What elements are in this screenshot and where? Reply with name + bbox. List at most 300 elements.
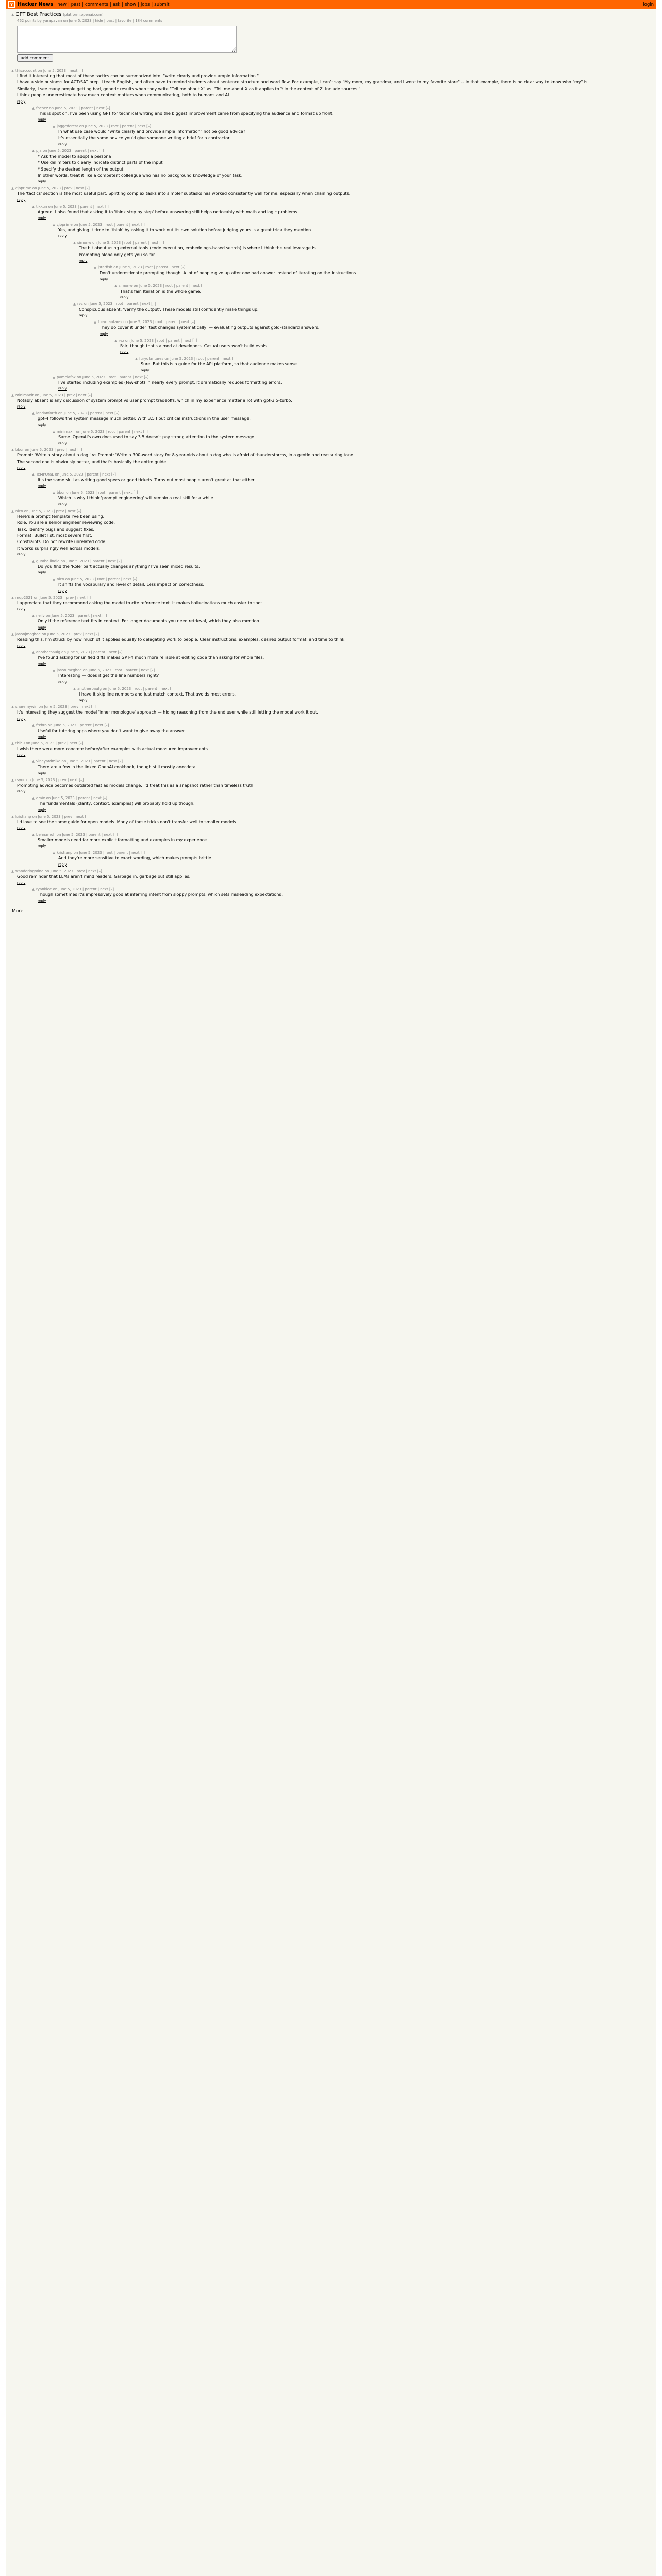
comment-paragraph: This is spot on. I've been using GPT for technical writing and the biggest improvement came from specifying the audience and format up front. (38, 111, 334, 116)
comment-meta (53, 577, 651, 581)
comment-meta (32, 149, 651, 153)
reply-link[interactable]: reply (100, 331, 108, 336)
comment-meta-text[interactable]: TeMPOraL on June 5, 2023 | parent | next [–] (36, 472, 116, 477)
comment-meta-text[interactable]: sharemywin on June 5, 2023 | prev | next [–] (15, 705, 96, 709)
reply-link[interactable]: reply (58, 588, 67, 593)
comment-paragraph: * Use delimiters to clearly indicate distinct parts of the input (38, 160, 163, 165)
upvote-icon[interactable]: ▲ (32, 106, 35, 110)
comment (11, 869, 651, 885)
comment-paragraph: Useful for tutoring apps where you don't want to give away the answer. (38, 728, 186, 733)
comment-meta (11, 705, 651, 709)
reply-link[interactable]: reply (17, 465, 26, 470)
comment (32, 833, 651, 848)
reply-link[interactable]: reply (38, 734, 46, 739)
comment-meta (32, 205, 651, 209)
comment-body (17, 874, 651, 879)
comment-body (58, 228, 651, 233)
upvote-icon[interactable]: ▲ (32, 148, 35, 153)
comment-meta-text[interactable]: anotherpaulg on June 5, 2023 | parent | next [–] (36, 650, 123, 655)
comment-meta-text[interactable]: jstarfish on June 5, 2023 | root | parent | next [–] (98, 265, 186, 270)
comment-meta-text[interactable]: vineyardmike on June 5, 2023 | parent | next [–] (36, 759, 123, 764)
comment (53, 430, 651, 445)
comment-paragraph: Similarly, I see many people getting bad, generic results when they write "Tell me about X" vs. "Tell me about X as it applies to Y in the context of Z. Include sources." (17, 86, 361, 91)
reply-link[interactable]: reply (38, 422, 46, 427)
upvote-icon[interactable]: ▲ (53, 490, 55, 495)
comment-meta (32, 614, 651, 618)
comment-paragraph: Do you find the 'Role' part actually changes anything? I've seen mixed results. (38, 564, 200, 569)
upvote-icon[interactable]: ▲ (32, 723, 35, 727)
comment-paragraph: It's interesting they suggest the model 'inner monologue' approach — hiding reasoning from the end user while still letting the model work it out. (17, 710, 318, 715)
comment-paragraph: That's fair. Iteration is the whole game. (120, 289, 202, 294)
reply-link[interactable]: reply (38, 844, 46, 849)
comment-paragraph: Conspicuous absent: 'verify the output'. These models still confidently make things up. (79, 307, 259, 312)
comment-meta-text[interactable]: nico on June 5, 2023 | prev | next [–] (15, 509, 81, 513)
comment-body (17, 191, 651, 196)
site-logo-icon[interactable]: Y (8, 1, 15, 8)
nav-link-3[interactable]: ask (112, 2, 121, 7)
add-comment-box (17, 26, 652, 62)
comment-paragraph: The second one is obviously better, and that's basically the entire guide. (17, 459, 168, 464)
upvote-icon[interactable]: ▲ (11, 705, 14, 709)
comment-meta (11, 393, 651, 397)
nav-separator: | (151, 2, 153, 7)
upvote-icon[interactable]: ▲ (53, 124, 55, 128)
upvote-icon[interactable]: ▲ (73, 686, 76, 691)
upvote-icon[interactable]: ▲ (94, 265, 96, 270)
reply-link[interactable]: reply (17, 197, 26, 202)
comment-meta-text[interactable]: dmix on June 5, 2023 | parent | next [–] (36, 796, 107, 801)
comment-body (58, 435, 651, 440)
story-domain[interactable]: (platform.openai.com) (63, 13, 104, 17)
comment (53, 577, 651, 592)
comment-body (17, 74, 651, 98)
comment-meta (32, 472, 651, 477)
comment-meta (32, 887, 651, 891)
comment (32, 614, 651, 629)
comment-meta-text[interactable]: mdp2021 on June 5, 2023 | prev | next [–] (15, 595, 91, 600)
comment-paragraph: Good reminder that LLMs aren't mind readers. Garbage in, garbage out still applies. (17, 874, 191, 879)
comment-meta (53, 668, 651, 672)
upvote-icon[interactable]: ▲ (53, 668, 55, 673)
upvote-icon[interactable]: ▲ (94, 320, 96, 325)
comment-meta (11, 186, 651, 190)
comment-meta (32, 650, 651, 654)
comment-body (38, 801, 651, 806)
comment-paragraph: The fundamentals (clarity, context, examples) will probably hold up though. (38, 801, 195, 806)
comment-meta (53, 851, 651, 855)
reply-link[interactable]: reply (17, 825, 26, 830)
site-name[interactable]: Hacker News (18, 2, 54, 7)
comment (73, 241, 651, 263)
comment-body (17, 398, 651, 403)
upvote-icon[interactable]: ▲ (32, 832, 35, 837)
comment-paragraph: Same. OpenAI's own docs used to say 3.5 doesn't pay strong attention to the system message. (58, 434, 256, 439)
upvote-icon[interactable]: ▲ (11, 632, 14, 636)
comment-paragraph: Role: You are a senior engineer reviewing code. (17, 520, 115, 526)
comment (11, 705, 651, 720)
reply-link[interactable]: reply (38, 807, 46, 812)
comment (53, 490, 651, 506)
story-header (6, 9, 656, 66)
comment (73, 302, 651, 317)
nav-separator: | (109, 2, 111, 7)
comment (53, 223, 651, 238)
comment-body (38, 210, 651, 215)
reply-link[interactable]: reply (38, 216, 46, 221)
comment-meta (11, 815, 651, 819)
comment-paragraph: Which is why I think 'prompt engineering' will remain a real skill for a while. (58, 496, 215, 501)
comment (11, 186, 651, 201)
comment-meta (32, 796, 651, 800)
reply-link[interactable]: reply (17, 99, 26, 104)
comment-textarea[interactable] (17, 26, 237, 53)
comment-meta-text[interactable]: rvz on June 5, 2023 | root | parent | next [–] (77, 302, 156, 307)
comment-meta-text[interactable]: neilv on June 5, 2023 | parent | next [–] (36, 614, 107, 618)
reply-link[interactable]: reply (38, 179, 46, 184)
login-link[interactable]: login (643, 2, 654, 7)
upvote-icon[interactable]: ▲ (114, 283, 117, 288)
comment-meta (32, 106, 651, 110)
comment-paragraph: I've found asking for unified diffs makes GPT-4 much more reliable at editing code than asking for whole files. (38, 655, 264, 660)
comment-meta-text[interactable]: wanderingmind on June 5, 2023 | prev | next [–] (15, 869, 102, 873)
upvote-icon[interactable]: ▲ (11, 448, 14, 452)
nav-link-6[interactable]: submit (154, 2, 170, 7)
nav-link-1[interactable]: past (71, 2, 81, 7)
reply-link[interactable]: reply (38, 899, 46, 903)
comment-meta (94, 320, 651, 324)
add-comment-button[interactable]: add comment (17, 54, 53, 62)
comment-body (120, 344, 651, 349)
comment (53, 124, 651, 146)
comment-meta (11, 596, 651, 600)
reply-link[interactable]: reply (38, 771, 46, 775)
comment-paragraph: The bit about using external tools (code execution, embeddings-based search) is where I think the real leverage is. (79, 246, 317, 251)
reply-link[interactable]: reply (58, 680, 67, 684)
comment-meta (11, 69, 651, 73)
comment-meta (11, 448, 651, 452)
comment-meta (32, 833, 651, 837)
comment-body (17, 747, 651, 752)
comment-body (38, 728, 651, 734)
comment-body (17, 514, 651, 551)
comment (114, 284, 651, 299)
comment-meta (73, 302, 651, 306)
comment-meta (53, 124, 651, 128)
comment-body (17, 637, 651, 642)
comment-body (38, 478, 651, 483)
more-link[interactable]: More (12, 909, 24, 914)
reply-link[interactable]: reply (141, 368, 150, 372)
reply-link[interactable]: reply (58, 386, 67, 391)
nav-separator: | (138, 2, 139, 7)
upvote-icon[interactable]: ▲ (32, 204, 35, 209)
comment-body (38, 564, 651, 569)
reply-link[interactable]: reply (17, 753, 26, 757)
comment (53, 668, 651, 684)
comment-body (100, 270, 651, 276)
comment-body (38, 892, 651, 897)
upvote-icon[interactable]: ▲ (11, 777, 14, 782)
comment-meta-text[interactable]: thisaccount on June 5, 2023 | next [–] (15, 69, 84, 73)
comment-meta-text[interactable]: kristianp on June 5, 2023 | prev | next [–] (15, 814, 90, 819)
upvote-icon[interactable]: ▲ (11, 69, 14, 73)
comment-meta-text[interactable]: minimaxir on June 5, 2023 | prev | next [–] (15, 393, 92, 397)
comment-meta (73, 241, 651, 245)
comment-meta (32, 759, 651, 764)
comment-paragraph: I have a side business for ACT/SAT prep. I teach English, and often have to remind students about sentence structure and word flow. For example, I can't say "My mom, my grandma, and I went to my favorite store" -- in that example, there is no clear way to know who "my" is. (17, 80, 589, 85)
comment-meta-text[interactable]: kristianp on June 5, 2023 | root | parent | next [–] (57, 851, 145, 855)
comment-paragraph: I have it skip line numbers and just match context. That avoids most errors. (79, 691, 236, 697)
comment-body (38, 416, 651, 421)
top-nav (57, 2, 169, 7)
comment-paragraph: It shifts the vocabulary and level of detail. Less impact on correctness. (58, 582, 205, 587)
upvote-icon[interactable]: ▲ (32, 796, 35, 801)
reply-link[interactable]: reply (17, 404, 26, 409)
comment-meta-text[interactable]: ryanklee on June 5, 2023 | parent | next [–] (36, 887, 114, 892)
comment-paragraph: Prompting alone only gets you so far. (79, 252, 156, 257)
upvote-icon[interactable]: ▲ (53, 577, 55, 582)
comment-meta-text[interactable]: jasonjmcghee on June 5, 2023 | prev | next [–] (15, 632, 99, 636)
top-bar (6, 0, 656, 9)
comment-paragraph: And they're more sensitive to exact wording, which makes prompts brittle. (58, 856, 213, 861)
comment (32, 887, 651, 903)
comment-meta (53, 375, 651, 379)
comment-meta (114, 338, 651, 343)
comment-paragraph: gpt-4 follows the system message much better. With 3.5 I put critical instructions in the user message. (38, 416, 251, 421)
comment-meta-text[interactable]: pamelafox on June 5, 2023 | root | parent | next [–] (57, 375, 149, 379)
comment (11, 778, 651, 793)
comment-meta-text[interactable]: furyofantares on June 5, 2023 | root | parent | next [–] (139, 357, 237, 361)
comment-paragraph: The 'tactics' section is the most useful part. Splitting complex tasks into simpler subtasks has worked consistently well for me, especially when chaining outputs. (17, 191, 351, 196)
comment-meta-text[interactable]: bbor on June 5, 2023 | root | parent | next [–] (57, 490, 138, 495)
comment-meta (11, 778, 651, 782)
reply-link[interactable]: reply (58, 234, 67, 239)
comment-body (79, 692, 651, 697)
upvote-icon[interactable]: ▲ (11, 13, 14, 17)
reply-link[interactable]: reply (17, 789, 26, 794)
upvote-icon[interactable]: ▲ (135, 357, 138, 361)
upvote-icon[interactable]: ▲ (11, 869, 14, 873)
comment-meta-text[interactable]: simonw on June 5, 2023 | root | parent | next [–] (119, 283, 206, 288)
comment-body (141, 362, 651, 367)
comment-body (17, 453, 651, 465)
comment (32, 106, 651, 122)
upvote-icon[interactable]: ▲ (32, 650, 35, 655)
comment (11, 632, 651, 648)
comment-paragraph: Reading this, I'm struck by how much of it applies equally to delegating work to people. Clear instructions, examples, desired output format, and time to think. (17, 637, 346, 642)
comment-meta-text[interactable]: rsync on June 5, 2023 | prev | next [–] (15, 777, 84, 782)
page (6, 0, 656, 2576)
upvote-icon[interactable]: ▲ (53, 375, 55, 379)
comment (94, 265, 651, 281)
upvote-icon[interactable]: ▲ (53, 429, 55, 434)
reply-link[interactable]: reply (58, 441, 67, 446)
comment-meta-text[interactable]: nico on June 5, 2023 | root | parent | next [–] (57, 577, 137, 582)
comment-meta-text[interactable]: cjbprime on June 5, 2023 | root | parent | next [–] (57, 223, 146, 227)
comment-meta-text[interactable]: cjbprime on June 5, 2023 | prev | next [–] (15, 186, 90, 191)
comment-meta (32, 411, 651, 415)
comment-meta-text[interactable]: jasonjmcghee on June 5, 2023 | root | parent | next [–] (57, 668, 155, 673)
comment (114, 338, 651, 354)
comment-meta (11, 869, 651, 873)
reply-link[interactable]: reply (58, 142, 67, 146)
comment-meta-text[interactable]: behnamoh on June 5, 2023 | parent | next [–] (36, 832, 118, 837)
upvote-icon[interactable]: ▲ (73, 241, 76, 245)
upvote-icon[interactable]: ▲ (32, 614, 35, 618)
comment-meta-text[interactable]: gumballindie on June 5, 2023 | parent | next [–] (36, 559, 122, 564)
upvote-icon[interactable]: ▲ (11, 509, 14, 513)
reply-link[interactable]: reply (38, 484, 46, 488)
upvote-icon[interactable]: ▲ (32, 887, 35, 892)
comment-meta (135, 357, 651, 361)
comment-paragraph: Don't underestimate prompting though. A lot of people give up after one bad answer instead of iterating on the instructions. (100, 270, 357, 276)
comment (32, 559, 651, 574)
nav-link-5[interactable]: jobs (141, 2, 150, 7)
reply-link[interactable]: reply (79, 259, 88, 263)
comment-meta (53, 430, 651, 434)
comment-paragraph: They do cover it under 'test changes systematically' — evaluating outputs against gold-standard answers. (100, 325, 320, 330)
comment-body (79, 307, 651, 312)
comment (32, 723, 651, 739)
comment-meta (32, 559, 651, 563)
comment-meta (53, 490, 651, 495)
reply-link[interactable]: reply (38, 625, 46, 630)
comment (135, 357, 651, 372)
comment-body (58, 380, 651, 385)
comment (53, 851, 651, 866)
reply-link[interactable]: reply (120, 295, 129, 300)
comment-meta-text[interactable]: anotherpaulg on June 5, 2023 | root | parent | next [–] (77, 686, 175, 691)
comment-body (100, 325, 651, 330)
upvote-icon[interactable]: ▲ (53, 851, 55, 855)
upvote-icon[interactable]: ▲ (11, 186, 14, 191)
reply-link[interactable]: reply (38, 570, 46, 575)
comment-paragraph: * Ask the model to adopt a persona (38, 154, 111, 159)
comment (94, 320, 651, 335)
comment-paragraph: It's the same skill as writing good specs or good tickets. Turns out most people aren't great at that either. (38, 477, 256, 482)
comment-paragraph: It's essentially the same advice you'd give someone writing a brief for a contractor. (58, 135, 231, 141)
comment-meta (53, 223, 651, 227)
comment-meta-text[interactable]: thih9 on June 5, 2023 | prev | next [–] (15, 741, 84, 745)
comment-paragraph: I'd love to see the same guide for open models. Many of these tricks don't transfer well to smaller models. (17, 819, 238, 824)
upvote-icon[interactable]: ▲ (53, 223, 55, 227)
upvote-icon[interactable]: ▲ (32, 559, 35, 564)
comment-body (58, 496, 651, 501)
comment-body (58, 129, 651, 141)
reply-link[interactable]: reply (100, 277, 108, 281)
comment-body (120, 289, 651, 294)
comment-paragraph: I appreciate that they recommend asking the model to cite reference text. It makes hallucinations much easier to spot. (17, 600, 264, 605)
comment (32, 759, 651, 775)
comment-meta-text[interactable]: bbor on June 5, 2023 | prev | next [–] (15, 448, 82, 452)
reply-link[interactable]: reply (17, 552, 26, 557)
comment-meta (73, 687, 651, 691)
nav-link-4[interactable]: show (125, 2, 137, 7)
comment-body (38, 655, 651, 660)
reply-link[interactable]: reply (79, 698, 88, 703)
comment (53, 375, 651, 391)
upvote-icon[interactable]: ▲ (32, 472, 35, 477)
upvote-icon[interactable]: ▲ (11, 741, 14, 745)
comment-meta-text[interactable]: tikkun on June 5, 2023 | parent | next [–] (36, 204, 110, 209)
reply-link[interactable]: reply (38, 117, 46, 122)
comment-meta-text[interactable]: iandanforth on June 5, 2023 | parent | next [–] (36, 411, 120, 416)
comment (73, 687, 651, 702)
comment-meta-text[interactable]: jaggederest on June 5, 2023 | root | parent | next [–] (57, 124, 152, 128)
comment-paragraph: Prompt: 'Write a story about a dog.' vs Prompt: 'Write a 300-word story for 8-year-olds about a dog who is afraid of thunderstorms, in a gentle and reassuring tone.' (17, 453, 356, 458)
comment (11, 448, 651, 470)
comment (32, 472, 651, 488)
comment-meta-text[interactable]: pja on June 5, 2023 | parent | next [–] (36, 148, 104, 153)
comment-body (38, 838, 651, 843)
comment-body (17, 783, 651, 788)
comment-paragraph: In other words, treat it like a competent colleague who has no background knowledge of your task. (38, 173, 243, 178)
upvote-icon[interactable]: ▲ (11, 814, 14, 819)
reply-link[interactable]: reply (58, 502, 67, 506)
comment-paragraph: Sure. But this is a guide for the API platform, so that audience makes sense. (141, 362, 299, 367)
comment-paragraph: Smaller models need far more explicit formatting and examples in my experience. (38, 837, 208, 842)
comment-meta (114, 284, 651, 288)
comment-paragraph: * Specify the desired length of the output (38, 166, 124, 172)
reply-link[interactable]: reply (120, 350, 129, 354)
comment-paragraph: Task: Identify bugs and suggest fixes. (17, 527, 95, 532)
comment-body (38, 619, 651, 624)
comment-meta-text[interactable]: ftxbro on June 5, 2023 | parent | next [–] (36, 723, 109, 727)
reply-link[interactable]: reply (38, 662, 46, 666)
comment-paragraph: Notably absent is any discussion of system prompt vs user prompt tradeoffs, which in my experience matter a lot with gpt-3.5-turbo. (17, 398, 292, 403)
reply-link[interactable]: reply (58, 862, 67, 867)
comment-paragraph: Prompting advice becomes outdated fast as models change. I'd treat this as a snapshot rather than timeless truth. (17, 783, 255, 788)
upvote-icon[interactable]: ▲ (32, 411, 35, 416)
comment-paragraph: It works surprisingly well across models. (17, 546, 101, 551)
story-title-row (11, 12, 652, 18)
comment (11, 741, 651, 757)
upvote-icon[interactable]: ▲ (11, 393, 14, 397)
comment-meta-text[interactable]: fbchez on June 5, 2023 | parent | next [–] (36, 106, 110, 110)
reply-link[interactable]: reply (17, 643, 26, 648)
comment (11, 815, 651, 830)
upvote-icon[interactable]: ▲ (32, 759, 35, 764)
comment-meta-text[interactable]: minimaxir on June 5, 2023 | root | parent | next [–] (57, 429, 148, 434)
reply-link[interactable]: reply (17, 716, 26, 721)
comment-body (17, 601, 651, 606)
upvote-icon[interactable]: ▲ (114, 338, 117, 343)
comment-meta-text[interactable]: furyofantares on June 5, 2023 | root | parent | next [–] (98, 320, 195, 325)
comment (32, 205, 651, 220)
comment-paragraph: Constraints: Do not rewrite unrelated code. (17, 539, 107, 545)
comment-tree (6, 69, 656, 903)
comment (11, 596, 651, 611)
nav-separator: | (122, 2, 124, 7)
comment-body (79, 246, 651, 258)
upvote-icon[interactable]: ▲ (11, 595, 14, 600)
nav-link-0[interactable]: new (57, 2, 67, 7)
comment-meta-text[interactable]: simonw on June 5, 2023 | root | parent | next [–] (77, 241, 164, 245)
comment-meta-text[interactable]: rvz on June 5, 2023 | root | parent | next [–] (119, 338, 197, 343)
comment-paragraph: There are a few in the linked OpenAI cookbook, though still mostly anecdotal. (38, 765, 198, 770)
comment (11, 393, 651, 409)
reply-link[interactable]: reply (17, 607, 26, 612)
reply-link[interactable]: reply (79, 313, 88, 318)
comment (32, 149, 651, 184)
upvote-icon[interactable]: ▲ (73, 302, 76, 307)
comment (11, 69, 651, 104)
reply-link[interactable]: reply (17, 880, 26, 885)
story-title[interactable]: GPT Best Practices (15, 12, 62, 18)
nav-link-2[interactable]: comments (85, 2, 108, 7)
comment-body (58, 582, 651, 587)
comment-paragraph: I wish there were more concrete before/after examples with actual measured improvements. (17, 746, 209, 751)
